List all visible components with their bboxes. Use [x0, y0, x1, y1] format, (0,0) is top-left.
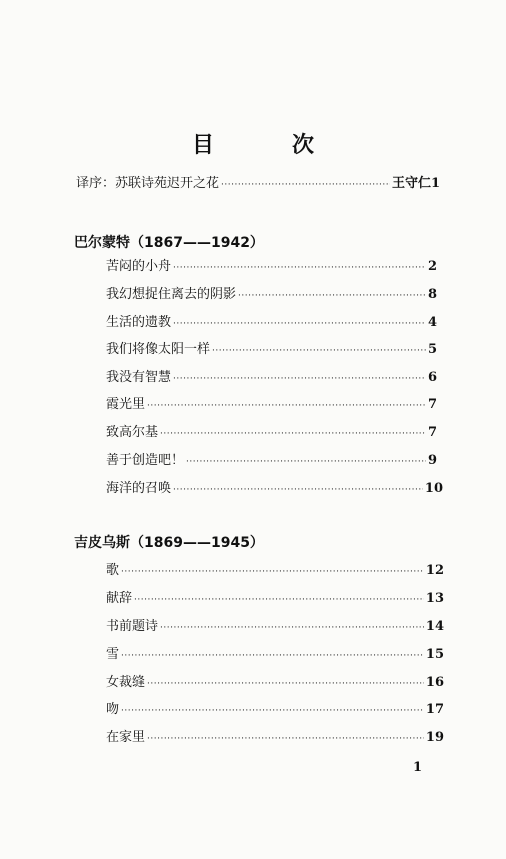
dot-leader	[147, 676, 424, 692]
entry-page: 王守仁1	[391, 176, 440, 191]
toc-entry	[106, 453, 437, 470]
dot-leader	[221, 177, 390, 193]
dot-leader	[121, 703, 424, 719]
dot-leader	[173, 316, 426, 332]
dot-leader	[173, 260, 426, 276]
entry-title: 女裁缝	[106, 675, 146, 690]
toc-entry	[106, 370, 437, 387]
toc-entry-preface	[76, 176, 440, 193]
toc-entry	[106, 563, 444, 580]
entry-page: 19	[425, 730, 444, 745]
page-number: 1	[413, 760, 423, 775]
toc-entry	[106, 342, 437, 359]
entry-title: 吻	[106, 702, 120, 717]
entry-page: 8	[427, 287, 437, 302]
section-heading: 吉皮乌斯（1869——1945）	[74, 535, 264, 551]
entry-page: 4	[427, 315, 437, 330]
toc-entry	[106, 647, 444, 664]
entry-page: 12	[425, 563, 444, 578]
entry-title: 译序：苏联诗苑迟开之花	[76, 176, 220, 191]
dot-leader	[173, 482, 423, 498]
entry-page: 15	[425, 647, 444, 662]
page-title: 目 次	[191, 133, 342, 158]
entry-title: 苦闷的小舟	[106, 259, 172, 274]
entry-title: 致高尔基	[106, 425, 159, 440]
entry-page: 5	[427, 342, 437, 357]
entry-title: 生活的遗教	[106, 315, 172, 330]
entry-title: 献辞	[106, 591, 133, 606]
toc-entry	[106, 259, 437, 276]
entry-page: 9	[427, 453, 437, 468]
dot-leader	[186, 454, 426, 470]
toc-entry	[106, 481, 443, 498]
entry-title: 歌	[106, 563, 120, 578]
toc-entry	[106, 591, 444, 608]
dot-leader	[121, 648, 424, 664]
dot-leader	[173, 371, 426, 387]
entry-title: 在家里	[106, 730, 146, 745]
entry-page: 16	[425, 675, 444, 690]
entry-title: 海洋的召唤	[106, 481, 172, 496]
toc-entry	[106, 619, 444, 636]
entry-page: 2	[427, 259, 437, 274]
dot-leader	[134, 592, 424, 608]
dot-leader	[121, 564, 424, 580]
toc-entry	[106, 425, 437, 442]
entry-page: 6	[427, 370, 437, 385]
dot-leader	[238, 288, 426, 304]
entry-title: 善于创造吧！	[106, 453, 185, 468]
toc-entry	[106, 675, 444, 692]
dot-leader	[147, 398, 426, 414]
entry-title: 我幻想捉住离去的阴影	[106, 287, 237, 302]
toc-entry	[106, 397, 437, 414]
entry-title: 霞光里	[106, 397, 146, 412]
entry-title: 雪	[106, 647, 120, 662]
entry-page: 10	[424, 481, 443, 496]
entry-page: 7	[427, 397, 437, 412]
entry-title: 书前题诗	[106, 619, 159, 634]
entry-page: 13	[425, 591, 444, 606]
toc-entry	[106, 730, 444, 747]
dot-leader	[160, 426, 426, 442]
toc-entry	[106, 315, 437, 332]
entry-page: 14	[425, 619, 444, 634]
dot-leader	[147, 731, 424, 747]
dot-leader	[212, 343, 426, 359]
toc-entry	[106, 702, 444, 719]
entry-title: 我没有智慧	[106, 370, 172, 385]
toc-entry	[106, 287, 437, 304]
entry-page: 7	[427, 425, 437, 440]
dot-leader	[160, 620, 424, 636]
entry-page: 17	[425, 702, 444, 717]
entry-title: 我们将像太阳一样	[106, 342, 211, 357]
section-heading: 巴尔蒙特（1867——1942）	[74, 235, 264, 251]
